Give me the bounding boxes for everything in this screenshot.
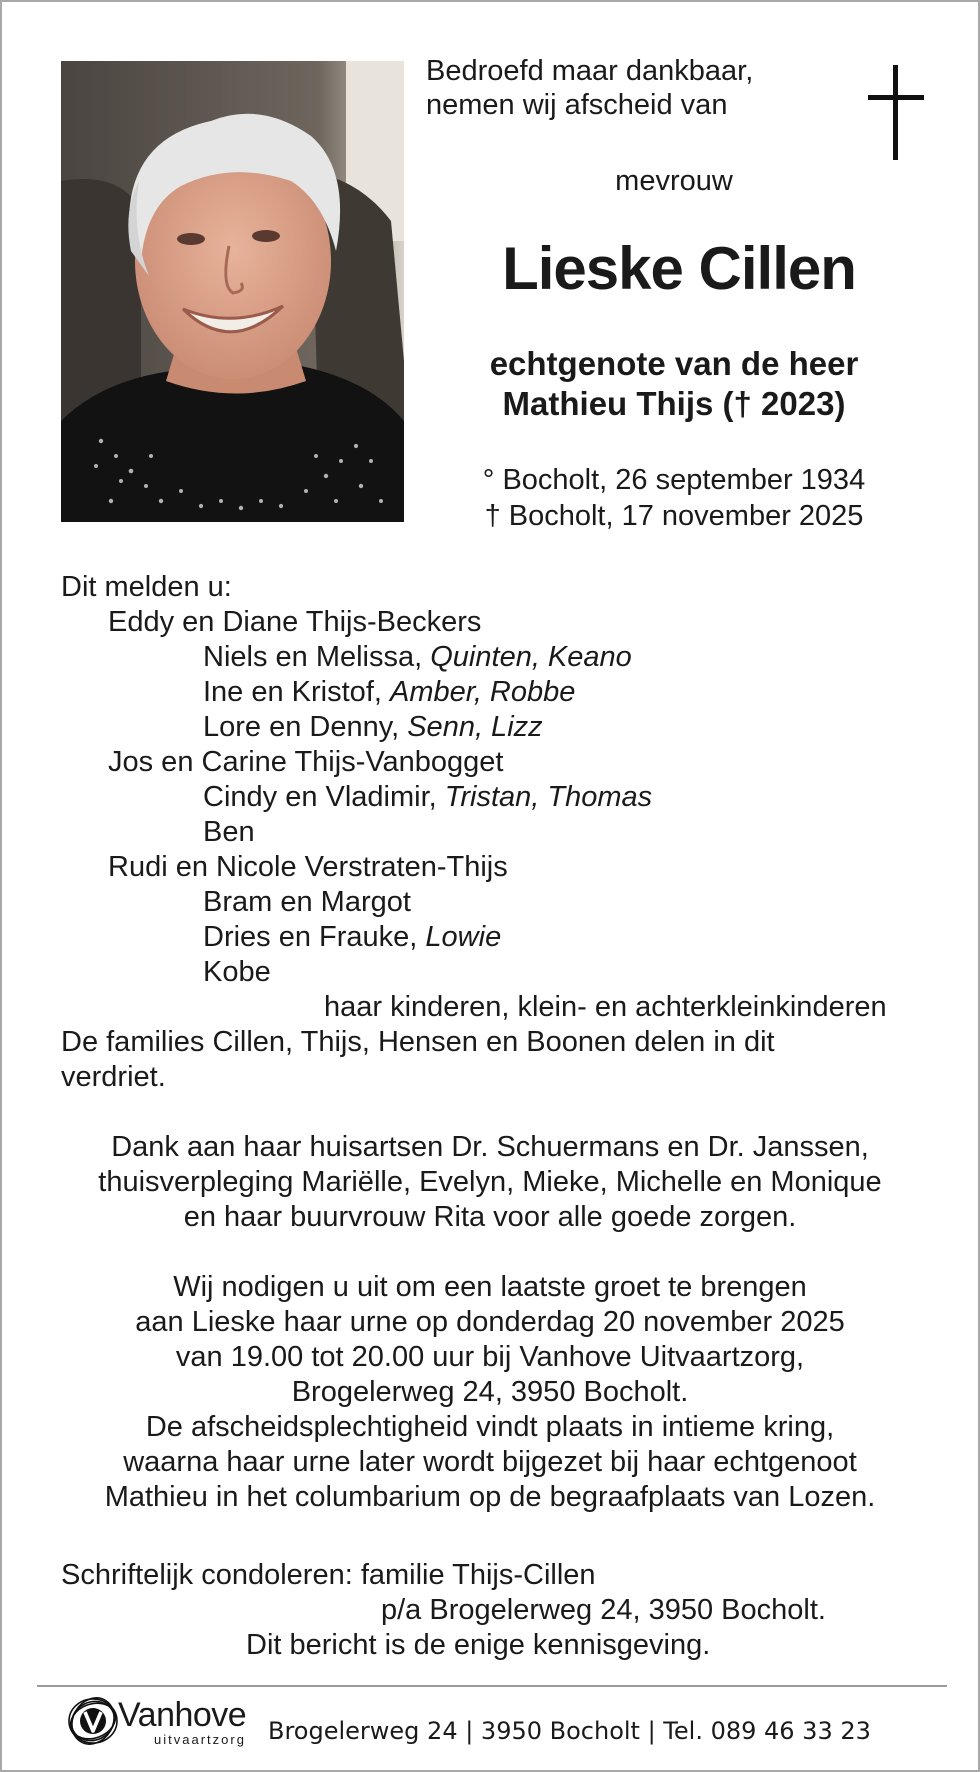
intro-line-1: Bedroefd maar dankbaar, [426, 55, 754, 87]
family-parents: Rudi en Nicole Verstraten-Thijs [108, 851, 508, 883]
condolences-line-1: Schriftelijk condoleren: familie Thijs-Cillen [61, 1559, 596, 1591]
invitation-line: Wij nodigen u uit om een laatste groet te brengen [173, 1271, 807, 1303]
family-child: Niels en Melissa, Quinten, Keano [203, 641, 632, 673]
thanks-line: en haar buurvrouw Rita voor alle goede zorgen. [183, 1201, 797, 1233]
family-child: Bram en Margot [203, 886, 411, 918]
family-parents: Jos en Carine Thijs-Vanbogget [108, 746, 504, 778]
portrait-photo [61, 61, 404, 522]
death-date: † Bocholt, 17 november 2025 [484, 500, 864, 532]
thanks-line: Dank aan haar huisartsen Dr. Schuermans en Dr. Janssen, [111, 1131, 869, 1163]
family-child: Lore en Denny, Senn, Lizz [203, 711, 543, 743]
cross-icon [893, 65, 898, 160]
thanks-line: thuisverpleging Mariëlle, Evelyn, Mieke, Michelle en Monique [98, 1166, 882, 1198]
deceased-name: Lieske Cillen [502, 235, 856, 302]
family-child: Cindy en Vladimir, Tristan, Thomas [203, 781, 653, 813]
family-summary: haar kinderen, klein- en achterkleinkinderen [324, 991, 887, 1023]
birth-date: ° Bocholt, 26 september 1934 [482, 464, 866, 496]
family-parents: Eddy en Diane Thijs-Beckers [108, 606, 482, 638]
portrait-illustration [61, 61, 404, 522]
invitation-line: Mathieu in het columbarium op de begraafplaats van Lozen. [104, 1481, 876, 1513]
vanhove-v-emblem-icon [66, 1694, 120, 1748]
family-child: Ine en Kristof, Amber, Robbe [203, 676, 576, 708]
footer-divider [37, 1685, 947, 1687]
invitation-line: van 19.00 tot 20.00 uur bij Vanhove Uitvaartzorg, [175, 1341, 805, 1373]
invitation-line: De afscheidsplechtigheid vindt plaats in intieme kring, [145, 1411, 835, 1443]
spouse-line-2: Mathieu Thijs († 2023) [502, 385, 846, 422]
footer-contact: Brogelerweg 24 | 3950 Bocholt | Tel. 089 46 33 23 [268, 1717, 871, 1745]
notice-line: Dit bericht is de enige kennisgeving. [246, 1629, 711, 1661]
family-child: Ben [203, 816, 255, 848]
condolences-address: p/a Brogelerweg 24, 3950 Bocholt. [381, 1594, 826, 1626]
cross-icon-bar [868, 95, 924, 100]
families-line-1: De families Cillen, Thijs, Hensen en Boonen delen in dit [61, 1026, 775, 1058]
family-child: Dries en Frauke, Lowie [203, 921, 502, 953]
spouse-line-1: echtgenote van de heer [489, 345, 859, 382]
title-mevrouw: mevrouw [615, 165, 733, 197]
family-child: Kobe [203, 956, 271, 988]
logo-wordmark: Vanhove [118, 1696, 247, 1734]
invitation-line: Brogelerweg 24, 3950 Bocholt. [291, 1376, 689, 1408]
invitation-line: aan Lieske haar urne op donderdag 20 november 2025 [135, 1306, 845, 1338]
invitation-line: waarna haar urne later wordt bijgezet bij haar echtgenoot [123, 1446, 857, 1478]
family-intro: Dit melden u: [61, 571, 232, 603]
intro-line-2: nemen wij afscheid van [426, 89, 728, 121]
logo-subtitle: uitvaartzorg [154, 1732, 246, 1747]
families-line-2: verdriet. [61, 1061, 166, 1093]
